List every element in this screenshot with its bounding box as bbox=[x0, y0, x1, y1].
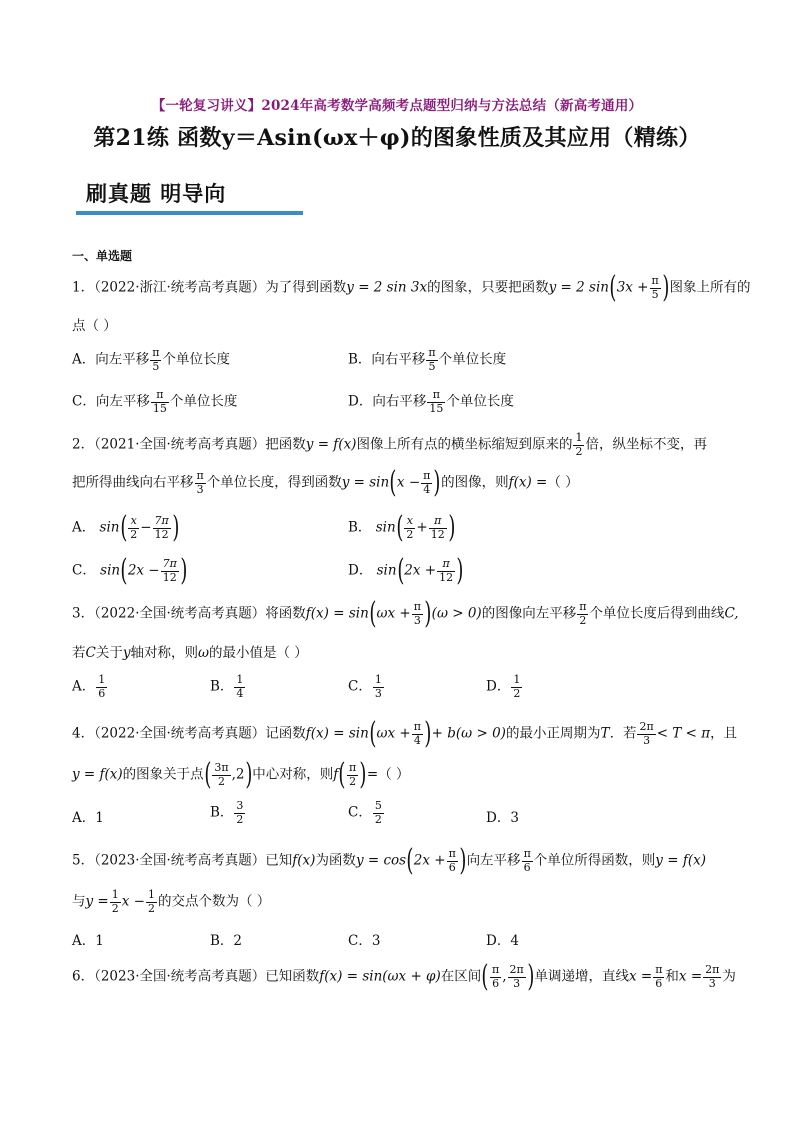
q1-formula-2-arg: 3x + bbox=[616, 279, 649, 296]
q1-prefix: 1．（2022·浙江·统考高考真题）为了得到函数 bbox=[72, 279, 347, 296]
q1-option-c[interactable]: C．向左平移 $\frac{\pi}{15}$ 个单位长度 bbox=[72, 388, 238, 415]
q2-option-a[interactable]: A． sin( $\frac{x}{2}$ − $\frac{7\pi}{12}$ ) bbox=[72, 510, 180, 545]
question-5-stem: 5．（2023·全国·统考高考真题）已知f(x)为函数y = cos(2x + $\frac{\pi}{6}$ )向左平移 $\frac{\pi}{6}$ 个单位所得函数，则y = f(x) bbox=[72, 843, 706, 878]
q1-option-b[interactable]: B．向右平移 $\frac{\pi}{5}$ 个单位长度 bbox=[348, 346, 507, 373]
q4-option-b[interactable]: B． $\frac{3}{2}$ bbox=[210, 799, 244, 826]
question-4-stem-line2: y = f(x)的图象关于点( $\frac{3\pi}{2}$ ,2)中心对称，则f( $\frac{\pi}{2}$ )=（ ） bbox=[72, 757, 410, 792]
q1-formula: y = 2 sin 3x bbox=[346, 279, 428, 296]
question-2-stem: 2．（2021·全国·统考高考真题）把函数y = f(x)图像上所有点的横坐标缩短到原来的 $\frac{1}{2}$ 倍，纵坐标不变，再 bbox=[72, 431, 707, 458]
q3-option-a[interactable]: A． $\frac{1}{6}$ bbox=[72, 673, 106, 700]
q5-option-b[interactable]: B．2 bbox=[210, 933, 243, 949]
q1-mid: 的图象，只要把函数 bbox=[427, 279, 549, 296]
q4-option-a[interactable]: A．1 bbox=[72, 810, 104, 826]
q1-option-d[interactable]: D．向右平移 $\frac{\pi}{15}$ 个单位长度 bbox=[348, 388, 514, 415]
q5-option-a[interactable]: A．1 bbox=[72, 933, 104, 949]
document-header: 【一轮复习讲义】2024年高考数学高频考点题型归纳与方法总结（新高考通用） bbox=[151, 98, 643, 114]
question-5-stem-line2: 与y = $\frac{1}{2}$ x − $\frac{1}{2}$ 的交点个数为（ ） bbox=[72, 888, 271, 915]
question-type-label: 一、单选题 bbox=[72, 249, 133, 263]
fraction: $\frac{\pi}{5}$ bbox=[651, 273, 659, 301]
question-6-stem: 6．（2023·全国·统考高考真题）已知函数f(x) = sin(ωx + φ)在区间( $\frac{\pi}{6}$ , $\frac{2\pi}{3}$ )单调递增，直线x = $\frac{\pi}{6}$ 和x = $\frac{2\pi}{3}$ 为 bbox=[72, 959, 736, 994]
q2-option-b[interactable]: B． sin( $\frac{x}{2}$ + $\frac{\pi}{12}$ ) bbox=[348, 510, 456, 545]
q1-formula-2: y = 2 sin bbox=[548, 279, 609, 296]
section-underline bbox=[76, 211, 303, 215]
q5-option-c[interactable]: C．3 bbox=[348, 933, 381, 949]
page-title: 第21练 函数y＝Asin(ωx＋φ)的图象性质及其应用（精练） bbox=[93, 125, 701, 151]
q2-option-c[interactable]: C． sin(2x − $\frac{7\pi}{12}$ ) bbox=[72, 553, 188, 588]
q4-option-d[interactable]: D．3 bbox=[486, 810, 519, 826]
question-2-stem-line2: 把所得曲线向右平移 $\frac{\pi}{3}$ 个单位长度，得到函数y = sin(x − $\frac{\pi}{4}$ )的图像，则f(x) =（ ） bbox=[72, 465, 579, 500]
q3-option-b[interactable]: B． $\frac{1}{4}$ bbox=[210, 673, 244, 700]
q3-option-c[interactable]: C． $\frac{1}{3}$ bbox=[348, 673, 382, 700]
q1-suffix: 图象上所有的 bbox=[669, 279, 751, 296]
question-4-stem: 4．（2022·全国·统考高考真题）记函数f(x) = sin(ωx + $\frac{\pi}{4}$ )+ b(ω > 0)的最小正周期为T．若 $\frac{2\pi}{3}$ < T < π，且 bbox=[72, 716, 738, 751]
q1-option-a[interactable]: A．向左平移 $\frac{\pi}{5}$ 个单位长度 bbox=[72, 346, 230, 373]
q4-option-c[interactable]: C． $\frac{5}{2}$ bbox=[348, 799, 382, 826]
question-3-stem: 3．（2022·全国·统考高考真题）将函数f(x) = sin(ωx + $\frac{\pi}{3}$ )(ω > 0)的图像向左平移 $\frac{\pi}{2}$ 个单位长度后得到曲线C, bbox=[72, 596, 739, 631]
q3-option-d[interactable]: D． $\frac{1}{2}$ bbox=[486, 673, 521, 700]
question-3-stem-line2: 若C关于y轴对称，则ω的最小值是（ ） bbox=[72, 645, 308, 661]
question-1-stem-line2: 点（ ） bbox=[72, 318, 117, 334]
q2-option-d[interactable]: D． sin(2x + $\frac{\pi}{12}$ ) bbox=[348, 553, 464, 588]
question-1-stem bbox=[72, 270, 751, 305]
paren-right: ) bbox=[662, 270, 670, 305]
paren-left: ( bbox=[609, 270, 617, 305]
q5-option-d[interactable]: D．4 bbox=[486, 933, 519, 949]
section-title: 刷真题 明导向 bbox=[86, 181, 227, 206]
